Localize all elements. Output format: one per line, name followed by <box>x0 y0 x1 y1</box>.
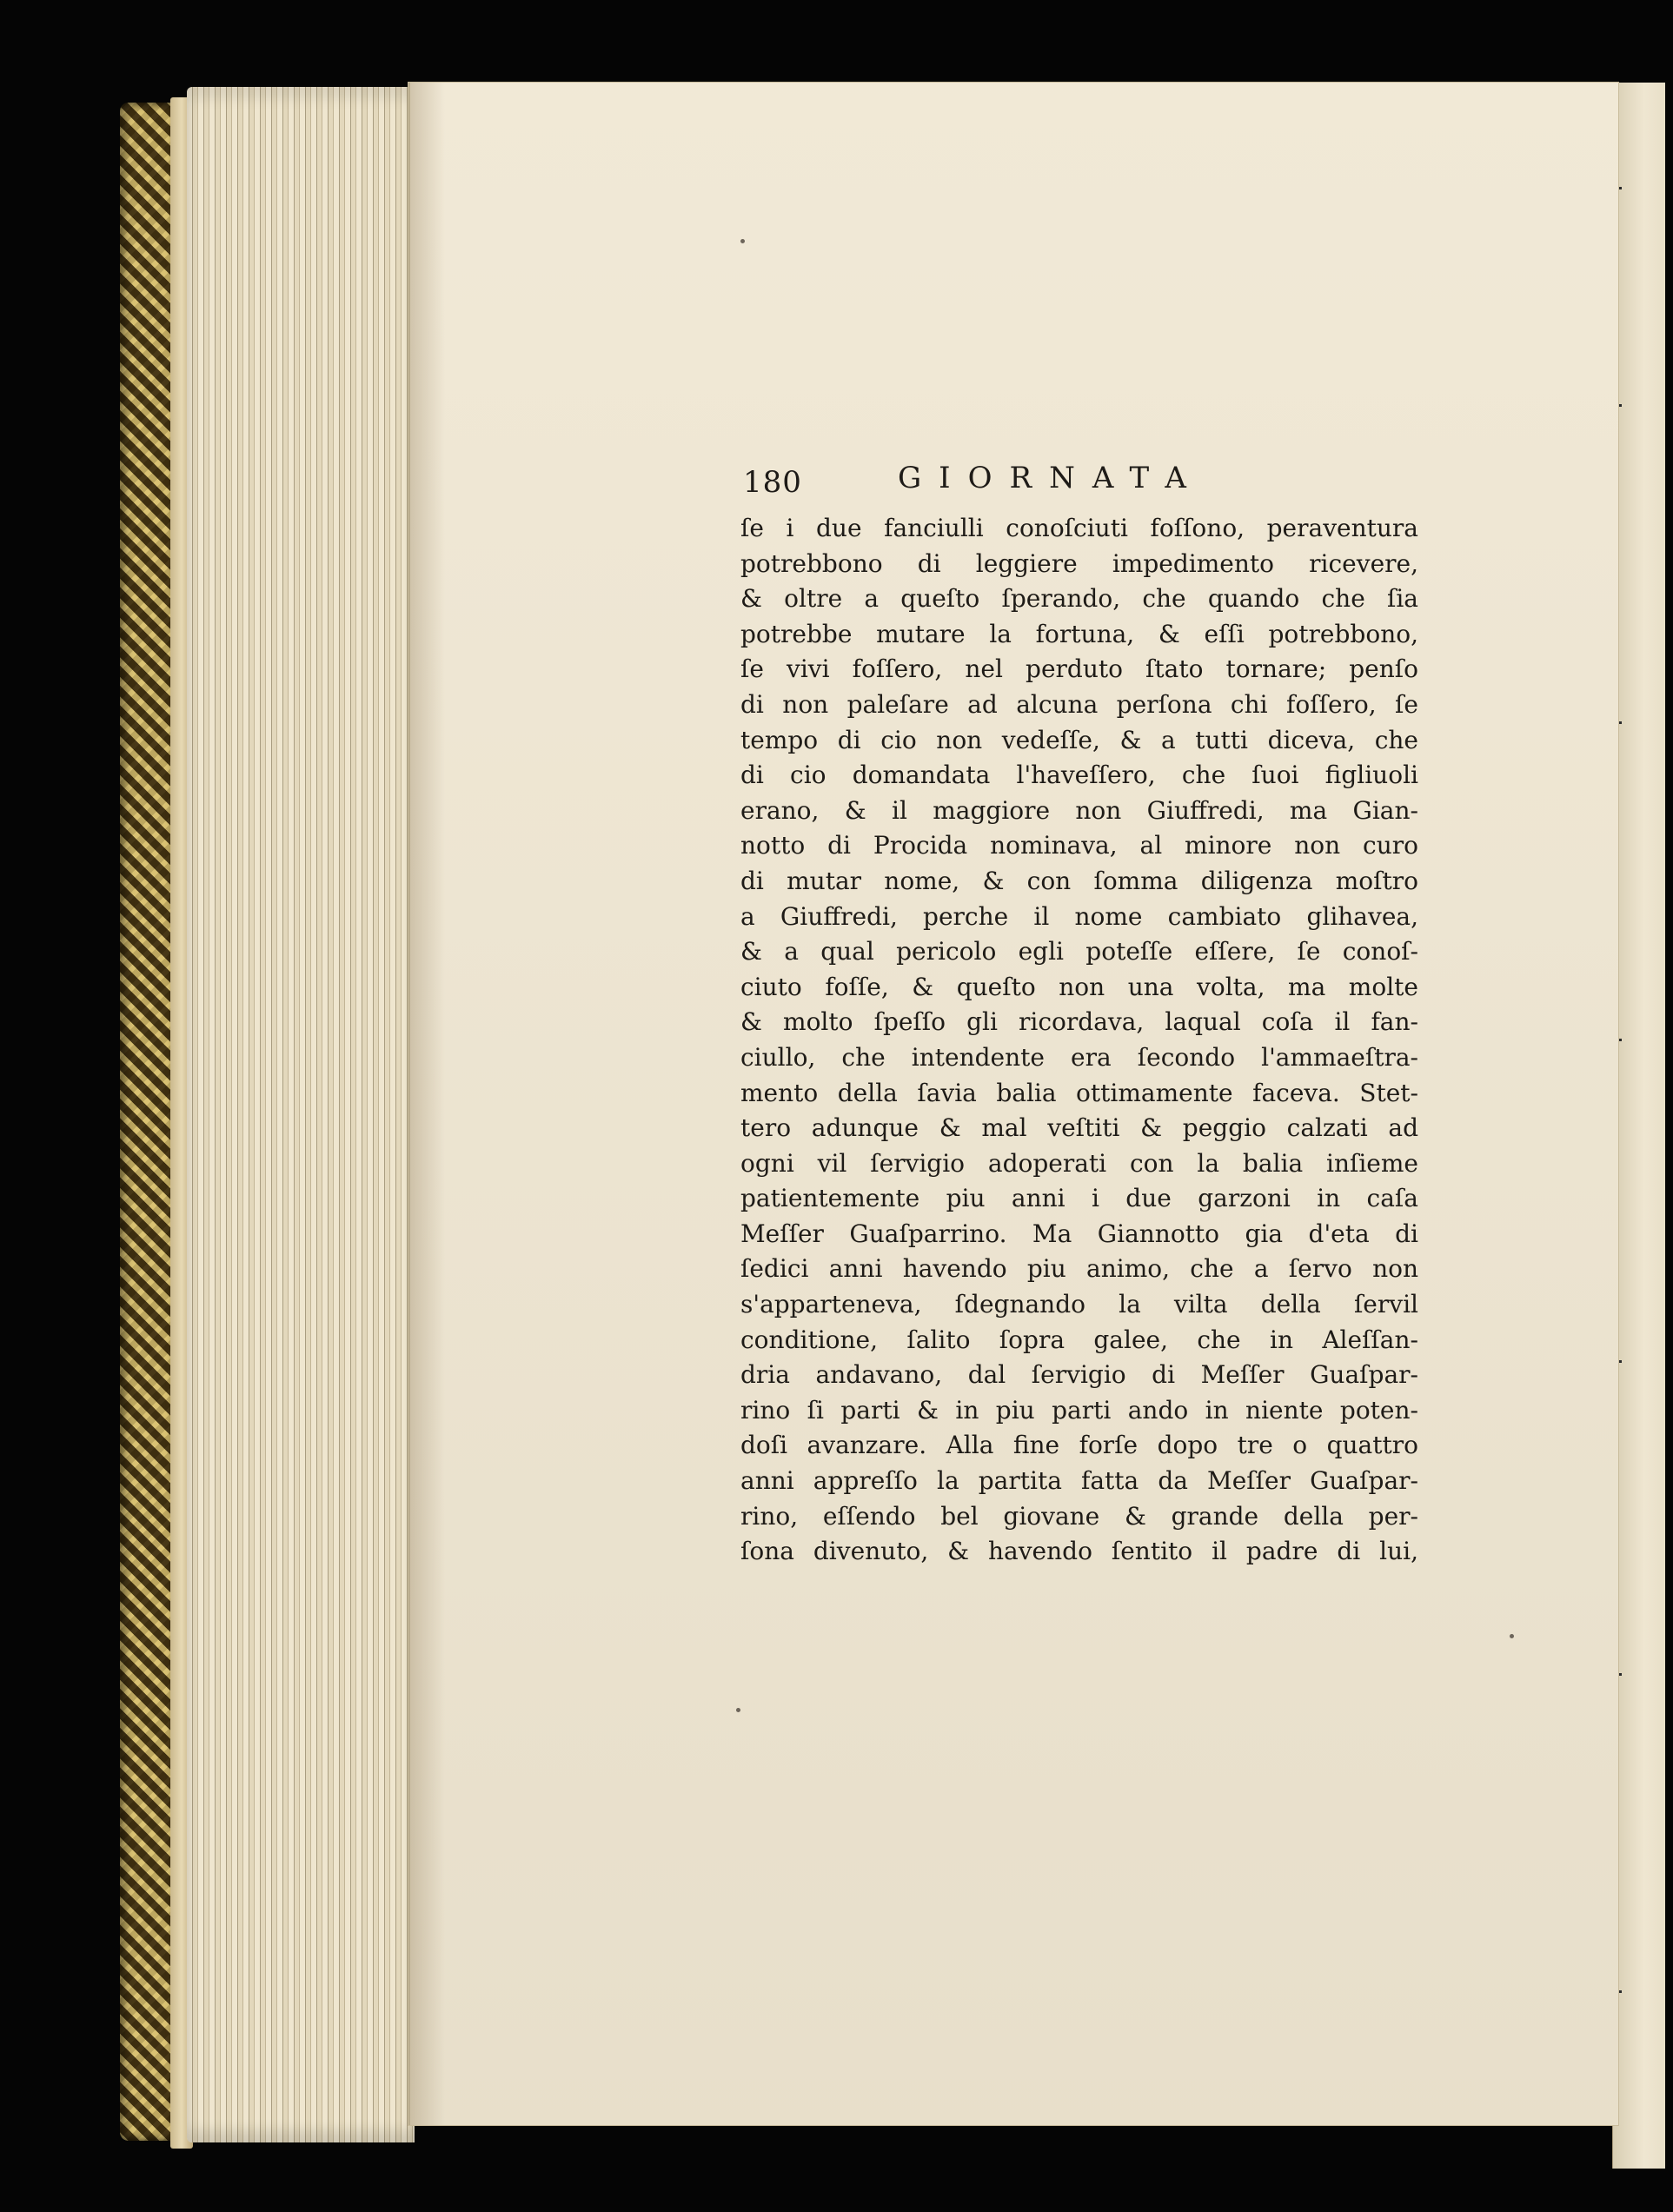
facing-page-edge <box>1612 83 1665 2169</box>
text-line: ogni vil ſervigio adoperati con la balia inſieme <box>740 1148 1418 1178</box>
paper-speck <box>736 1708 740 1712</box>
text-line: a Giuffredi, perche il nome cambiato glihavea, <box>740 901 1418 931</box>
page-number: 180 <box>743 465 802 500</box>
text-line: & molto ſpeſſo gli ricordava, laqual coſa il fan- <box>740 1007 1418 1037</box>
text-line: di mutar nome, & con ſomma diligenza moſtro <box>740 866 1418 895</box>
page-edges <box>187 87 415 2142</box>
text-line: anni appreſſo la partita fatta da Meſſer Guaſpar- <box>740 1466 1418 1496</box>
text-line: tempo di cio non vedeſſe, & a tutti diceva, che <box>740 725 1418 754</box>
text-line: erano, & il maggiore non Giuffredi, ma Gian- <box>740 795 1418 825</box>
text-line: Meſſer Guaſparrino. Ma Giannotto gia d'eta di <box>740 1219 1418 1248</box>
text-line: rino, eſſendo bel giovane & grande della per- <box>740 1501 1418 1531</box>
text-line: mento della ſavia balia ottimamente faceva. Stet- <box>740 1078 1418 1107</box>
text-line: & oltre a queſto ſperando, che quando che ſia <box>740 584 1418 614</box>
text-line: ſe i due fanciulli conoſciuti foſſono, peraventura <box>740 514 1418 542</box>
text-line: rino ſi parti & in piu parti ando in niente poten- <box>740 1395 1418 1425</box>
text-line: ciullo, che intendente era ſecondo l'ammaeſtra- <box>740 1042 1418 1072</box>
running-head <box>743 461 1238 513</box>
text-line: di non paleſare ad alcuna perſona chi foſſero, ſe <box>740 689 1418 719</box>
text-line: tero adunque & mal veſtiti & peggio calzati ad <box>740 1113 1418 1143</box>
text-line: notto di Procida nominava, al minore non curo <box>740 831 1418 860</box>
text-line: conditione, ſalito ſopra galee, che in Aleſſan- <box>740 1325 1418 1354</box>
text-line: ſedici anni havendo piu animo, che a ſervo non <box>740 1254 1418 1284</box>
text-line: s'apparteneva, ſdegnando la vilta della ſervil <box>740 1290 1418 1319</box>
text-line: potrebbe mutare la fortuna, & eſſi potrebbono, <box>740 619 1418 648</box>
text-line: ciuto foſſe, & queſto non una volta, ma molte <box>740 972 1418 1001</box>
text-line: doſi avanzare. Alla fine forſe dopo tre o quattro <box>740 1431 1418 1460</box>
running-head-title: GIORNATA <box>898 461 1204 495</box>
text-line: dria andavano, dal ſervigio di Meſſer Guaſpar- <box>740 1360 1418 1390</box>
body-text <box>740 511 1418 1570</box>
text-line: patientemente piu anni i due garzoni in caſa <box>740 1184 1418 1213</box>
text-line: & a qual pericolo egli poteſſe eſſere, ſe conoſ- <box>740 937 1418 967</box>
paper-speck <box>1510 1634 1514 1638</box>
paper-speck <box>740 239 745 243</box>
text-line: ſe vivi foſſero, nel perduto ſtato tornare; penſo <box>740 654 1418 684</box>
text-line: di cio domandata l'haveſſero, che ſuoi figliuoli <box>740 761 1418 790</box>
text-line: ſona divenuto, & havendo ſentito il padre di lui, <box>740 1537 1418 1566</box>
text-line: potrebbono di leggiere impedimento ricevere, <box>740 548 1418 578</box>
